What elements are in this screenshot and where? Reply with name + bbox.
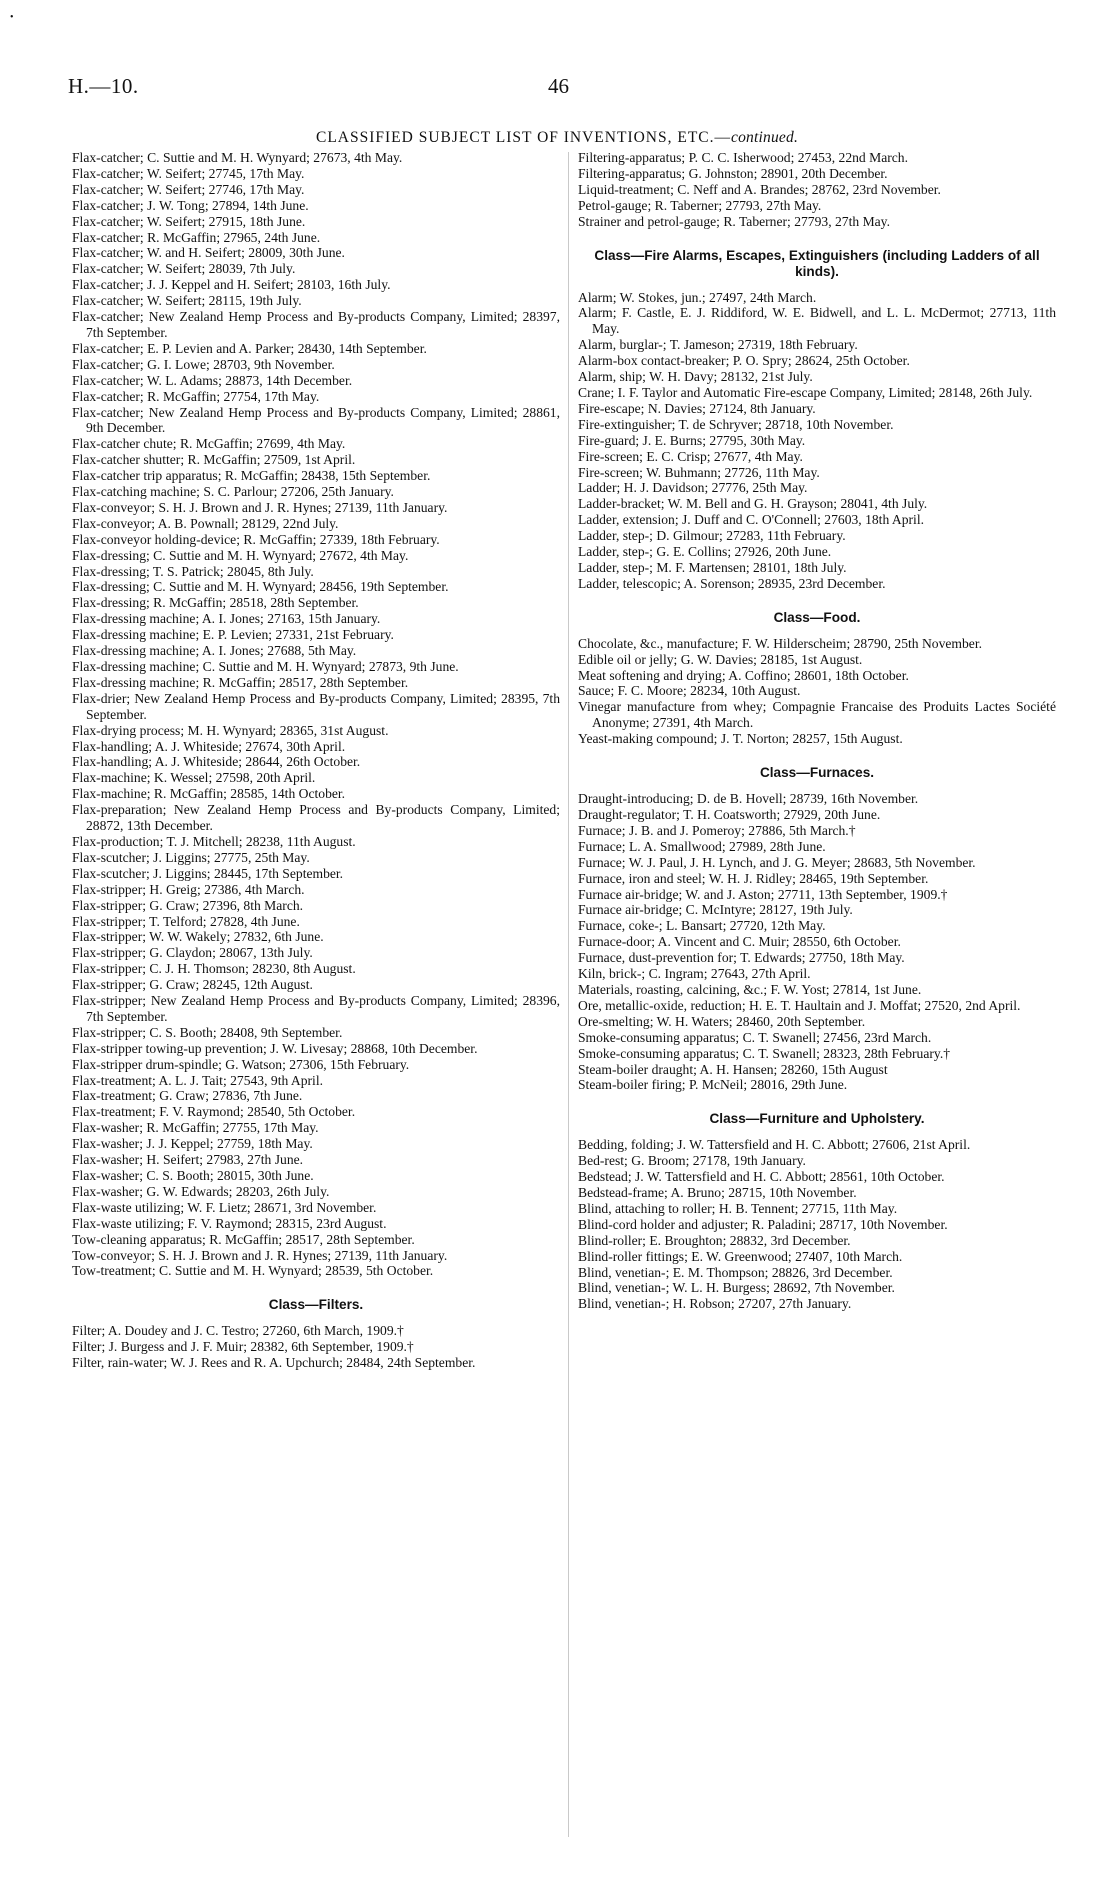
list-entry: Strainer and petrol-gauge; R. Taberner; 27793, 27th May. xyxy=(578,213,890,229)
list-entry: Flax-stripper; G. Claydon; 28067, 13th July. xyxy=(72,945,313,961)
list-entry: Blind, venetian-; E. M. Thompson; 28826, 3rd December. xyxy=(578,1264,893,1280)
list-entry: Flax-catcher chute; R. McGaffin; 27699, 4th May. xyxy=(72,436,346,452)
list-entry: Flax-stripper; C. S. Booth; 28408, 9th September. xyxy=(72,1024,343,1040)
list-entry: Flax-waste utilizing; F. V. Raymond; 28315, 23rd August. xyxy=(72,1215,387,1231)
list-entry: Bedding, folding; J. W. Tattersfield and H. C. Abbott; 27606, 21st April. xyxy=(578,1137,971,1153)
page-mark: • xyxy=(10,12,14,23)
list-entry: Flax-washer; R. McGaffin; 27755, 17th May. xyxy=(72,1120,319,1136)
list-entry: Flax-stripper; H. Greig; 27386, 4th March. xyxy=(72,881,305,897)
list-entry: Steam-boiler firing; P. McNeil; 28016, 29th June. xyxy=(578,1077,848,1093)
list-entry: Flax-catcher; W. and H. Seifert; 28009, 30th June. xyxy=(72,245,345,261)
list-entry: Flax-conveyor; A. B. Pownall; 28129, 22nd July. xyxy=(72,515,339,531)
list-entry: Flax-washer; G. W. Edwards; 28203, 26th July. xyxy=(72,1183,330,1199)
list-entry: Flax-catcher; W. Seifert; 28039, 7th July. xyxy=(72,261,296,277)
class-heading: Class—Fire Alarms, Escapes, Extinguishers (including Ladders of all kinds). xyxy=(594,247,1040,279)
list-entry: Flax-catcher trip apparatus; R. McGaffin; 28438, 15th September. xyxy=(72,468,431,484)
list-entry: Filter, rain-water; W. J. Rees and R. A. Upchurch; 28484, 24th September. xyxy=(72,1355,476,1371)
list-entry: Ladder-bracket; W. M. Bell and G. H. Grayson; 28041, 4th July. xyxy=(578,496,928,512)
list-entry: Fire-screen; W. Buhmann; 27726, 11th May. xyxy=(578,464,820,480)
list-entry: Flax-treatment; F. V. Raymond; 28540, 5th October. xyxy=(72,1104,356,1120)
list-entry: Filtering-apparatus; P. C. C. Isherwood; 27453, 22nd March. xyxy=(578,150,908,165)
list-entry: Flax-dressing machine; A. I. Jones; 27688, 5th May. xyxy=(72,643,357,659)
list-entry: Flax-stripper; W. W. Wakely; 27832, 6th June. xyxy=(72,929,324,945)
class-heading: Class—Food. xyxy=(773,609,861,625)
list-entry: Ladder, step-; M. F. Martensen; 28101, 18th July. xyxy=(578,559,847,575)
list-entry: Flax-catcher; W. Seifert; 27745, 17th May. xyxy=(72,165,305,181)
list-entry: Blind, venetian-; H. Robson; 27207, 27th January. xyxy=(578,1296,852,1312)
list-entry: Flax-drier; New Zealand Hemp Process and By-products Company, Limited; 28395, 7th September. xyxy=(72,690,560,722)
list-entry: Ore-smelting; W. H. Waters; 28460, 20th September. xyxy=(578,1013,866,1029)
list-entry: Flax-catcher; New Zealand Hemp Process and By-products Company, Limited; 28861, 9th December. xyxy=(72,404,560,436)
list-entry: Flax-dressing; C. Suttie and M. H. Wynyard; 28456, 19th September. xyxy=(72,579,449,595)
list-entry: Fire-escape; N. Davies; 27124, 8th January. xyxy=(578,400,816,416)
list-entry: Ladder; H. J. Davidson; 27776, 25th May. xyxy=(578,480,808,496)
list-entry: Furnace air-bridge; W. and J. Aston; 27711, 13th September, 1909.† xyxy=(578,886,948,902)
list-entry: Fire-screen; E. C. Crisp; 27677, 4th May. xyxy=(578,448,803,464)
page-reference: H.—10. xyxy=(68,74,139,98)
list-entry: Tow-cleaning apparatus; R. McGaffin; 28517, 28th September. xyxy=(72,1231,415,1247)
list-entry: Petrol-gauge; R. Taberner; 27793, 27th May. xyxy=(578,197,822,213)
list-entry: Bed-rest; G. Broom; 27178, 19th January. xyxy=(578,1153,806,1169)
list-entry: Flax-catcher; G. I. Lowe; 28703, 9th November. xyxy=(72,356,335,372)
list-entry: Flax-catcher; R. McGaffin; 27965, 24th June. xyxy=(72,229,321,245)
list-entry: Flax-preparation; New Zealand Hemp Process and By-products Company, Limited; 28872, 13th December. xyxy=(72,802,560,834)
list-entry: Flax-stripper; New Zealand Hemp Process and By-products Company, Limited; 28396, 7th September. xyxy=(72,993,560,1024)
list-entry: Flax-washer; H. Seifert; 27983, 27th June. xyxy=(72,1152,304,1168)
list-entry: Furnace; L. A. Smallwood; 27989, 28th June. xyxy=(578,838,826,854)
list-entry: Flax-dressing machine; A. I. Jones; 27163, 15th January. xyxy=(72,611,381,627)
list-entry: Ladder, step-; G. E. Collins; 27926, 20th June. xyxy=(578,544,832,560)
list-entry: Flax-machine; K. Wessel; 27598, 20th April. xyxy=(72,770,316,786)
list-entry: Ladder, step-; D. Gilmour; 27283, 11th February. xyxy=(578,528,846,544)
list-entry: Flax-catcher; W. L. Adams; 28873, 14th December. xyxy=(72,372,353,388)
list-entry: Flax-dressing; C. Suttie and M. H. Wynyard; 27672, 4th May. xyxy=(72,547,409,563)
list-entry: Filtering-apparatus; G. Johnston; 28901, 20th December. xyxy=(578,165,888,181)
list-entry: Ladder, telescopic; A. Sorenson; 28935, 23rd December. xyxy=(578,575,886,591)
right-column xyxy=(578,150,1056,1312)
list-entry: Chocolate, &c., manufacture; F. W. Hilderscheim; 28790, 25th November. xyxy=(578,635,982,651)
list-entry: Smoke-consuming apparatus; C. T. Swanell; 28323, 28th February.† xyxy=(578,1045,951,1061)
list-entry: Filter; A. Doudey and J. C. Testro; 27260, 6th March, 1909.† xyxy=(72,1323,404,1339)
list-entry: Flax-stripper; C. J. H. Thomson; 28230, 8th August. xyxy=(72,961,356,977)
list-entry: Flax-drying process; M. H. Wynyard; 28365, 31st August. xyxy=(72,722,389,738)
list-entry: Alarm-box contact-breaker; P. O. Spry; 28624, 25th October. xyxy=(578,353,910,369)
list-entry: Flax-dressing; T. S. Patrick; 28045, 8th July. xyxy=(72,563,314,579)
list-entry: Flax-treatment; G. Craw; 27836, 7th June. xyxy=(72,1088,303,1104)
list-entry: Tow-conveyor; S. H. J. Brown and J. R. Hynes; 27139, 11th January. xyxy=(72,1247,448,1263)
list-entry: Blind-roller fittings; E. W. Greenwood; 27407, 10th March. xyxy=(578,1248,903,1264)
list-entry: Flax-dressing machine; C. Suttie and M. H. Wynyard; 27873, 9th June. xyxy=(72,659,459,674)
list-entry: Furnace, dust-prevention for; T. Edwards; 27750, 18th May. xyxy=(578,950,905,966)
list-entry: Meat softening and drying; A. Coffino; 28601, 18th October. xyxy=(578,667,909,683)
list-entry: Alarm, burglar-; T. Jameson; 27319, 18th February. xyxy=(578,337,858,353)
list-entry: Steam-boiler draught; A. H. Hansen; 28260, 15th August xyxy=(578,1061,888,1077)
list-entry: Flax-catcher; W. Seifert; 28115, 19th July. xyxy=(72,293,302,309)
list-entry: Furnace; J. B. and J. Pomeroy; 27886, 5th March.† xyxy=(578,822,856,838)
list-entry: Flax-production; T. J. Mitchell; 28238, 11th August. xyxy=(72,833,356,849)
list-entry: Flax-dressing machine; R. McGaffin; 28517, 28th September. xyxy=(72,674,409,690)
list-entry: Filter; J. Burgess and J. F. Muir; 28382, 6th September, 1909.† xyxy=(72,1339,414,1355)
list-entry: Smoke-consuming apparatus; C. T. Swanell; 27456, 23rd March. xyxy=(578,1029,932,1045)
list-entry: Blind, attaching to roller; H. B. Tennent; 27715, 11th May. xyxy=(578,1200,898,1216)
list-entry: Flax-scutcher; J. Liggins; 28445, 17th September. xyxy=(72,865,344,881)
list-entry: Fire-guard; J. E. Burns; 27795, 30th May. xyxy=(578,432,806,448)
class-heading: Class—Filters. xyxy=(268,1297,364,1313)
list-entry: Flax-scutcher; J. Liggins; 27775, 25th May. xyxy=(72,849,310,865)
list-entry: Flax-washer; J. J. Keppel; 27759, 18th May. xyxy=(72,1136,313,1152)
page-heading xyxy=(0,129,1114,147)
list-entry: Flax-catcher; New Zealand Hemp Process and By-products Company, Limited; 28397, 7th September. xyxy=(72,309,560,340)
list-entry: Flax-catcher; E. P. Levien and A. Parker; 28430, 14th September. xyxy=(72,340,427,356)
list-entry: Flax-stripper drum-spindle; G. Watson; 27306, 15th February. xyxy=(72,1056,410,1072)
page-number: 46 xyxy=(548,74,569,98)
list-entry: Flax-catcher; W. Seifert; 27746, 17th May. xyxy=(72,181,305,197)
list-entry: Flax-catcher; W. Seifert; 27915, 18th June. xyxy=(72,213,306,229)
list-entry: Alarm; F. Castle, E. J. Riddiford, W. E. Bidwell, and L. L. McDermot; 27713, 11th May. xyxy=(578,305,1056,337)
list-entry: Flax-catcher; J. J. Keppel and H. Seifert; 28103, 16th July. xyxy=(72,277,391,293)
list-entry: Alarm, ship; W. H. Davy; 28132, 21st July. xyxy=(578,369,813,385)
list-entry: Blind, venetian-; W. L. H. Burgess; 28692, 7th November. xyxy=(578,1280,895,1296)
list-entry: Furnace, iron and steel; W. H. J. Ridley; 28465, 19th September. xyxy=(578,870,929,886)
list-entry: Flax-catcher; R. McGaffin; 27754, 17th May. xyxy=(72,388,320,404)
list-entry: Flax-stripper towing-up prevention; J. W. Livesay; 28868, 10th December. xyxy=(72,1040,478,1056)
list-entry: Flax-waste utilizing; W. F. Lietz; 28671, 3rd November. xyxy=(72,1199,377,1215)
class-heading: Class—Furnaces. xyxy=(759,765,875,781)
class-heading: Class—Furniture and Upholstery. xyxy=(709,1111,925,1127)
list-entry: Flax-washer; C. S. Booth; 28015, 30th June. xyxy=(72,1168,314,1183)
list-entry: Flax-stripper; G. Craw; 27396, 8th March. xyxy=(72,897,304,913)
list-entry: Liquid-treatment; C. Neff and A. Brandes; 28762, 23rd November. xyxy=(578,181,941,197)
left-column xyxy=(72,150,560,1371)
list-entry: Sauce; F. C. Moore; 28234, 10th August. xyxy=(578,683,801,699)
list-entry: Edible oil or jelly; G. W. Davies; 28185, 1st August. xyxy=(578,651,863,667)
list-entry: Alarm; W. Stokes, jun.; 27497, 24th March. xyxy=(578,289,817,305)
list-entry: Kiln, brick-; C. Ingram; 27643, 27th April. xyxy=(578,966,811,982)
list-entry: Flax-conveyor; S. H. J. Brown and J. R. Hynes; 27139, 11th January. xyxy=(72,499,448,515)
page-heading-suffix: continued. xyxy=(731,129,799,146)
list-entry: Draught-introducing; D. de B. Hovell; 28739, 16th November. xyxy=(578,791,919,807)
list-entry: Flax-catching machine; S. C. Parlour; 27206, 25th January. xyxy=(72,484,394,500)
list-entry: Flax-machine; R. McGaffin; 28585, 14th October. xyxy=(72,786,346,802)
list-entry: Tow-treatment; C. Suttie and M. H. Wynyard; 28539, 5th October. xyxy=(72,1263,434,1279)
list-entry: Furnace air-bridge; C. McIntyre; 28127, 19th July. xyxy=(578,902,853,918)
list-entry: Flax-stripper; G. Craw; 28245, 12th August. xyxy=(72,977,313,993)
list-entry: Flax-dressing; R. McGaffin; 28518, 28th September. xyxy=(72,595,359,611)
list-entry: Vinegar manufacture from whey; Compagnie Francaise des Produits Lactes Société Anonyme; 27391, 4th March. xyxy=(578,699,1056,731)
list-entry: Flax-catcher shutter; R. McGaffin; 27509, 1st April. xyxy=(72,452,356,468)
list-entry: Flax-treatment; A. L. J. Tait; 27543, 9th April. xyxy=(72,1072,324,1088)
list-entry: Blind-cord holder and adjuster; R. Paladini; 28717, 10th November. xyxy=(578,1216,948,1232)
list-entry: Flax-dressing machine; E. P. Levien; 27331, 21st February. xyxy=(72,627,394,643)
list-entry: Yeast-making compound; J. T. Norton; 28257, 15th August. xyxy=(578,731,903,747)
page-heading-text: CLASSIFIED SUBJECT LIST OF INVENTIONS, ETC.— xyxy=(315,129,732,146)
list-entry: Fire-extinguisher; T. de Schryver; 28718, 10th November. xyxy=(578,416,894,432)
column-divider xyxy=(568,152,569,1837)
list-entry: Ladder, extension; J. Duff and C. O'Connell; 27603, 18th April. xyxy=(578,512,924,528)
list-entry: Materials, roasting, calcining, &c.; F. W. Yost; 27814, 1st June. xyxy=(578,981,922,997)
list-entry: Flax-handling; A. J. Whiteside; 28644, 26th October. xyxy=(72,754,361,770)
list-entry: Bedstead; J. W. Tattersfield and H. C. Abbott; 28561, 10th October. xyxy=(578,1169,945,1185)
list-entry: Flax-conveyor holding-device; R. McGaffin; 27339, 18th February. xyxy=(72,531,440,547)
list-entry: Flax-stripper; T. Telford; 27828, 4th June. xyxy=(72,913,300,929)
list-entry: Flax-catcher; J. W. Tong; 27894, 14th June. xyxy=(72,197,309,213)
list-entry: Furnace, coke-; L. Bansart; 27720, 12th May. xyxy=(578,918,826,934)
list-entry: Blind-roller; E. Broughton; 28832, 3rd December. xyxy=(578,1232,851,1248)
list-entry: Ore, metallic-oxide, reduction; H. E. T. Haultain and J. Moffat; 27520, 2nd April. xyxy=(578,997,1021,1013)
list-entry: Crane; I. F. Taylor and Automatic Fire-escape Company, Limited; 28148, 26th July. xyxy=(578,384,1033,400)
list-entry: Draught-regulator; T. H. Coatsworth; 27929, 20th June. xyxy=(578,807,881,822)
list-entry: Bedstead-frame; A. Bruno; 28715, 10th November. xyxy=(578,1185,857,1201)
list-entry: Furnace-door; A. Vincent and C. Muir; 28550, 6th October. xyxy=(578,934,901,950)
list-entry: Flax-catcher; C. Suttie and M. H. Wynyard; 27673, 4th May. xyxy=(72,150,403,165)
list-entry: Furnace; W. J. Paul, J. H. Lynch, and J. G. Meyer; 28683, 5th November. xyxy=(578,854,976,870)
list-entry: Flax-handling; A. J. Whiteside; 27674, 30th April. xyxy=(72,738,346,754)
